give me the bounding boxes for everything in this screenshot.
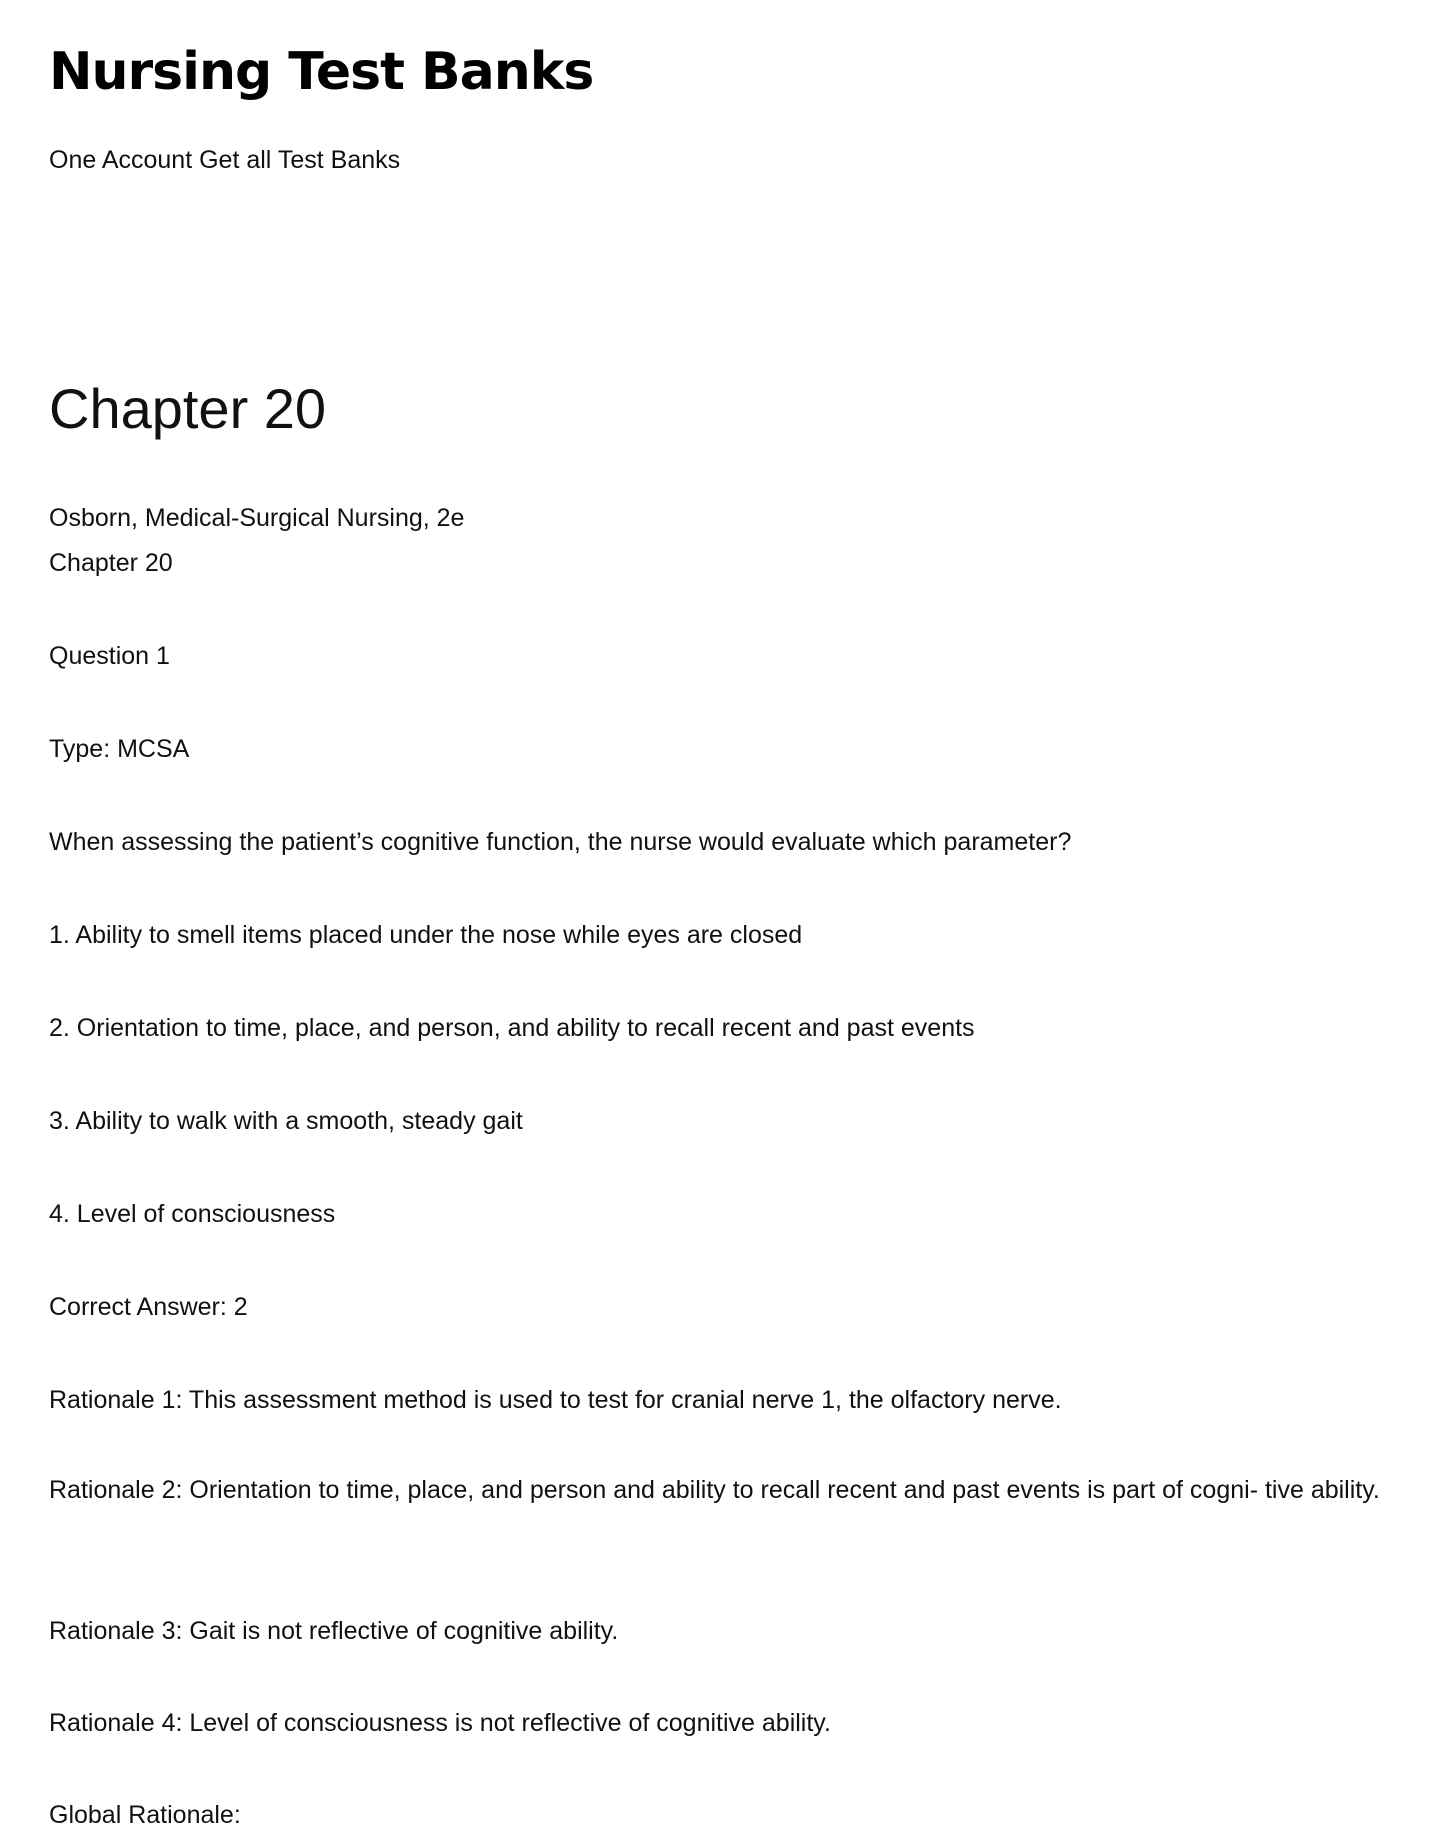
answer-option: 4. Level of consciousness (49, 1200, 336, 1228)
correct-answer: Correct Answer: 2 (49, 1293, 248, 1321)
answer-option: 2. Orientation to time, place, and person, and ability to recall recent and past events (49, 1014, 975, 1042)
rationale: Rationale 1: This assessment method is used to test for cranial nerve 1, the olfactory nerve. (49, 1386, 1062, 1414)
rationale: Rationale 2: Orientation to time, place, and person and ability to recall recent and past events is part of cogni- tive ability. (49, 1476, 1380, 1504)
answer-option: 1. Ability to smell items placed under the nose while eyes are closed (49, 921, 803, 949)
rationale: Rationale 3: Gait is not reﬂective of cognitive ability. (49, 1617, 619, 1645)
book-reference: Osborn, Medical-Surgical Nursing, 2e (49, 504, 465, 532)
question-type: Type: MCSA (49, 735, 190, 763)
site-title: Nursing Test Banks (49, 42, 594, 102)
question-stem: When assessing the patient’s cognitive function, the nurse would evaluate which parameter? (49, 828, 1072, 856)
chapter-heading: Chapter 20 (49, 377, 327, 440)
site-tagline: One Account Get all Test Banks (49, 146, 401, 174)
global-rationale: Global Rationale: (49, 1801, 241, 1829)
answer-option: 3. Ability to walk with a smooth, steady gait (49, 1107, 523, 1135)
rationale: Rationale 4: Level of consciousness is not reﬂective of cognitive ability. (49, 1709, 831, 1737)
question-number: Question 1 (49, 642, 170, 670)
chapter-line: Chapter 20 (49, 549, 173, 577)
